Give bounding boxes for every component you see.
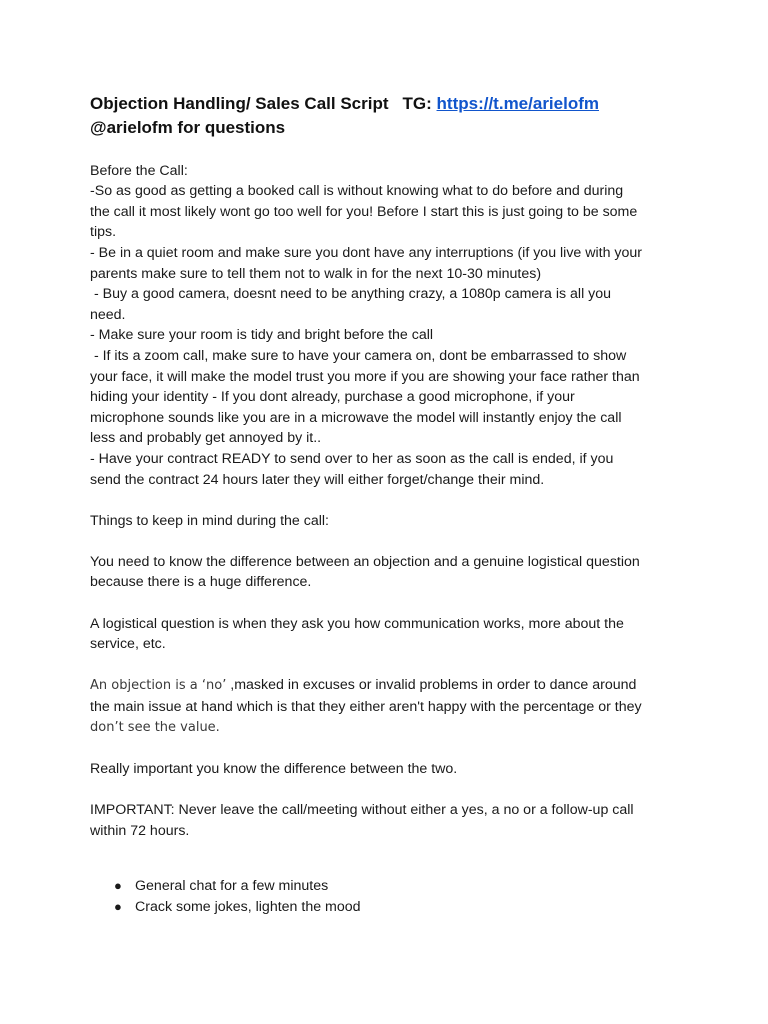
text-line: IMPORTANT: Never leave the call/meeting without either a yes, a no or a follow-up call xyxy=(90,802,634,818)
text-line: You need to know the difference between an objection and a genuine logistical question xyxy=(90,553,640,570)
title-text: Objection Handling/ Sales Call Script xyxy=(90,94,389,113)
objection-rest-text: ,masked in excuses or invalid problems in order to dance around xyxy=(226,677,637,694)
important-note-paragraph xyxy=(90,800,690,841)
before-call-heading: Before the Call: xyxy=(90,162,188,179)
text-line: - If its a zoom call, make sure to have your camera on, dont be embarrassed to show xyxy=(90,347,627,364)
bullet-icon: ● xyxy=(114,898,122,914)
text-line: parents make sure to tell them not to walk in for the next 10-30 minutes) xyxy=(90,265,542,282)
list-item xyxy=(90,876,690,897)
bullet-icon: ● xyxy=(114,878,122,894)
text-line: don’t see the value. xyxy=(90,719,220,735)
text-line: your face, it will make the model trust you more if you are showing your face rather than xyxy=(90,368,640,385)
objection-definition-paragraph xyxy=(90,675,690,738)
list-item xyxy=(90,897,690,918)
text-line: Really important you know the difference between the two. xyxy=(90,760,458,777)
text-line: A logistical question is when they ask you how communication works, more about the xyxy=(90,615,624,632)
text-line: less and probably get annoyed by it.. xyxy=(90,430,322,447)
text-line: service, etc. xyxy=(90,636,166,653)
objection-vs-question-paragraph xyxy=(90,552,690,593)
text-line: need. xyxy=(90,306,126,323)
text-line: because there is a huge difference. xyxy=(90,574,312,591)
text-line: hiding your identity - If you dont already, purchase a good microphone, if your xyxy=(90,389,575,406)
text-line xyxy=(90,675,690,697)
list-item-text: Crack some jokes, lighten the mood xyxy=(135,898,361,915)
before-call-section xyxy=(90,161,690,491)
document-subtitle: @arielofm for questions xyxy=(90,118,286,137)
text-line: - Buy a good camera, doesnt need to be anything crazy, a 1080p camera is all you xyxy=(90,286,612,303)
text-line: within 72 hours. xyxy=(90,822,190,839)
logistical-question-paragraph xyxy=(90,614,690,655)
spacer xyxy=(90,841,690,876)
text-line: send the contract 24 hours later they will either forget/change their mind. xyxy=(90,471,545,488)
text-line: the main issue at hand which is that they either aren't happy with the percentage or they xyxy=(90,699,642,716)
text-line: - Have your contract READY to send over to her as soon as the call is ended, if you xyxy=(90,450,614,467)
document-title xyxy=(90,92,690,116)
text-line: - Be in a quiet room and make sure you dont have any interruptions (if you live with your xyxy=(90,244,643,261)
telegram-link[interactable]: https://t.me/arielofm xyxy=(436,94,599,113)
document-content xyxy=(90,92,690,917)
list-item-text: General chat for a few minutes xyxy=(135,878,329,895)
text-line: tips. xyxy=(90,224,117,241)
objection-muted-text: An objection is a ‘no’ xyxy=(90,678,227,694)
important-difference-paragraph xyxy=(90,759,690,780)
text-line: microphone sounds like you are in a microwave the model will instantly enjoy the call xyxy=(90,409,622,426)
tg-label: TG: xyxy=(402,94,432,113)
bullet-list xyxy=(90,876,690,917)
text-line: Things to keep in mind during the call: xyxy=(90,512,329,529)
during-call-heading xyxy=(90,511,690,532)
text-line: - Make sure your room is tidy and bright before the call xyxy=(90,327,434,344)
text-line: -So as good as getting a booked call is without knowing what to do before and during xyxy=(90,183,624,200)
text-line: the call it most likely wont go too well for you! Before I start this is just going to be some xyxy=(90,203,638,220)
